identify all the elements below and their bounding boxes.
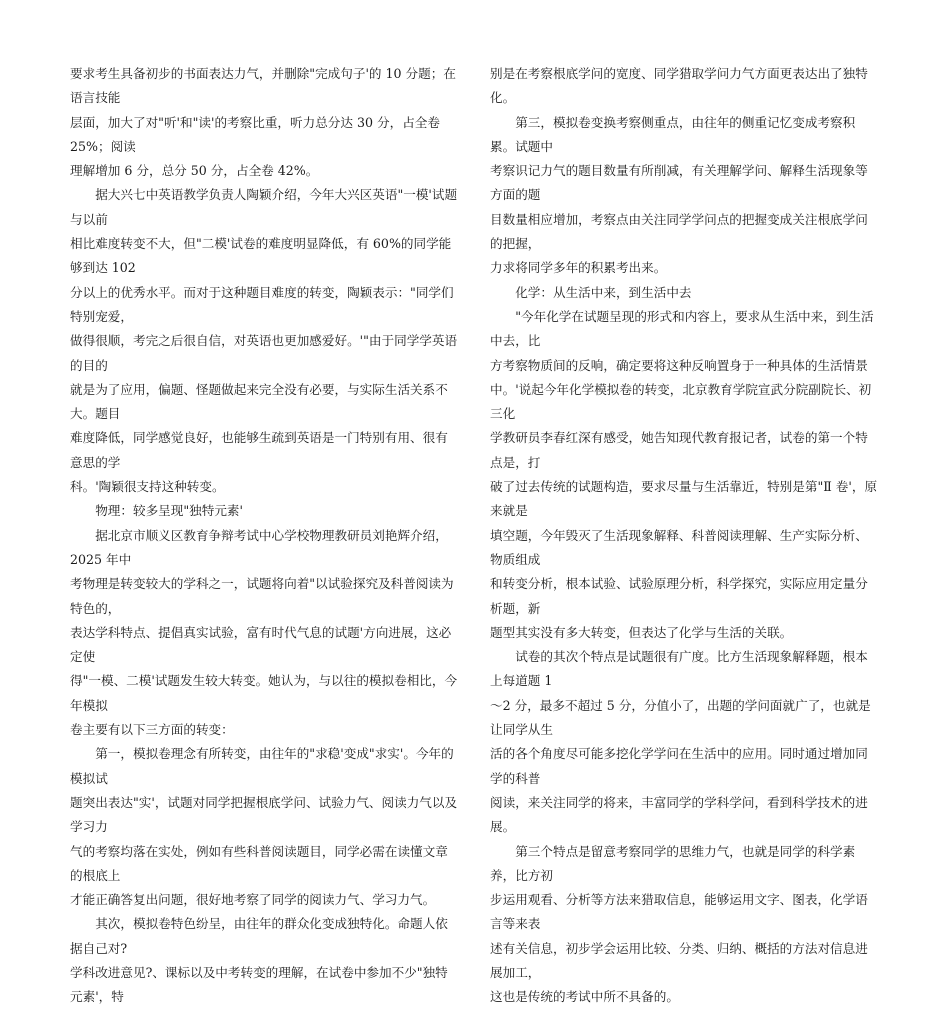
paragraph-chemistry-third: 第三个特点是留意考察同学的思维力气，也就是同学的科学素养，比方初 步运用观看、分析等方法来猎取信息，能够运用文字、图表，化学语言等来表 述有关信息，初步学会运用比较、分类、归纳、概括的方法对信息进展加工， 这也是传统的考试中所不具备的。 [490, 843, 868, 1005]
paragraph-english-difficulty: 据大兴七中英语教学负责人陶颖介绍，今年大兴区英语"一模'试题与以前 相比难度转变不大，但"二模'试卷的难度明显降低，有 60%的同学能够到达 102 分以上的优秀水平。而对于这种题目难度的转变，陶颖表示："同学们特别宠爱， 做得很顺，考完之后很自信，对英语也更加感爱好。'"由于同学学英语的目的 就是为了应用，偏题、怪题做起来完全没有必要，与实际生活关系不大。题目 难度降低，同学感觉良好，也能够生疏到英语是一门特别有用、很有意思的学 科。'陶颖很支持这种转变。 [70, 187, 458, 495]
paragraph-physics-third: 第三，模拟卷变换考察侧重点，由往年的侧重记忆变成考察积累。试题中 考察识记力气的题目数量有所削减，有关理解学问、解释生活现象等方面的题 目数量相应增加，考察点由关注同学学问点的把握变成关注根底学问的把握， 力求将同学多年的积累考出来。 [490, 114, 868, 276]
paragraph-physics-first: 第一，模拟卷理念有所转变，由往年的"求稳'变成"求实'。今年的模拟试 题突出表达"实'，试题对同学把握根底学问、试验力气、阅读力气以及学习力 气的考察均落在实处，例如有些科普阅读题目，同学必需在读懂文章的根底上 才能正确答复出问题，很好地考察了同学的阅读力气、学习力气。 [70, 746, 458, 908]
left-column [70, 62, 458, 1010]
paragraph-physics-second-cont: 别是在考察根底学问的宽度、同学猎取学问力气方面更表达出了独特化。 [490, 66, 868, 106]
section-heading-chemistry: 化学：从生活中来，到生活中去 [490, 284, 692, 300]
right-column [490, 62, 880, 1010]
section-heading-physics: 物理：较多呈现"独特元素' [70, 503, 243, 519]
paragraph-chemistry-second: 试卷的其次个特点是试题很有广度。比方生活现象解释题，根本上每道题 1 ～2 分，最多不超过 5 分，分值小了，出题的学问面就广了，也就是让同学从生 活的各个角度尽可能多挖化学学问在生活中的应用。同时通过增加同学的科普 阅读，来关注同学的将来，丰富同学的学科学问，看到科学技术的进展。 [490, 649, 871, 835]
paragraph-physics-second: 其次，模拟卷特色纷呈，由往年的群众化变成独特化。命题人依据自己对? 学科改进意见?、课标以及中考转变的理解，在试卷中参加不少"独特元素'，特 [70, 916, 448, 1005]
paragraph-physics-intro: 据北京市顺义区教育争辩考试中心学校物理教研员刘艳辉介绍，2025 年中 考物理是转变较大的学科之一，试题将向着"以试验探究及科普阅读为特色的， 表达学科特点、提倡真实试验，富有时代气息的试题'方向进展，这必定使 得"一模、二模'试题发生较大转变。她认为，与以往的模拟卷相比，今年模拟 卷主要有以下三方面的转变： [70, 527, 458, 738]
paragraph-english-scoring: 要求考生具备初步的书面表达力气，并删除"完成句子'的 10 分题；在语言技能 层面，加大了对"听'和"读'的考察比重，听力总分达 30 分，占全卷 25%；阅读 理解增加 6 分，总分 50 分，占全卷 42%。 [70, 66, 456, 179]
paragraph-chemistry-first: "今年化学在试题呈现的形式和内容上，要求从生活中来，到生活中去，比 方考察物质间的反响，确定要将这种反响置身于一种具体的生活情景 中。'说起今年化学模拟卷的转变，北京教育学院宣武分院副院长、初三化 学教研员李春红深有感受，她告知现代教育报记者，试卷的第一个特点是，打 破了过去传统的试题构造，要求尽量与生活靠近，特别是第"Ⅱ 卷'，原来就是 填空题，今年毁灭了生活现象解释、科普阅读理解、生产实际分析、物质组成 和转变分析，根本试验、试验原理分析，科学探究，实际应用定量分析题，新 题型其实没有多大转变，但表达了化学与生活的关联。 [490, 308, 878, 640]
